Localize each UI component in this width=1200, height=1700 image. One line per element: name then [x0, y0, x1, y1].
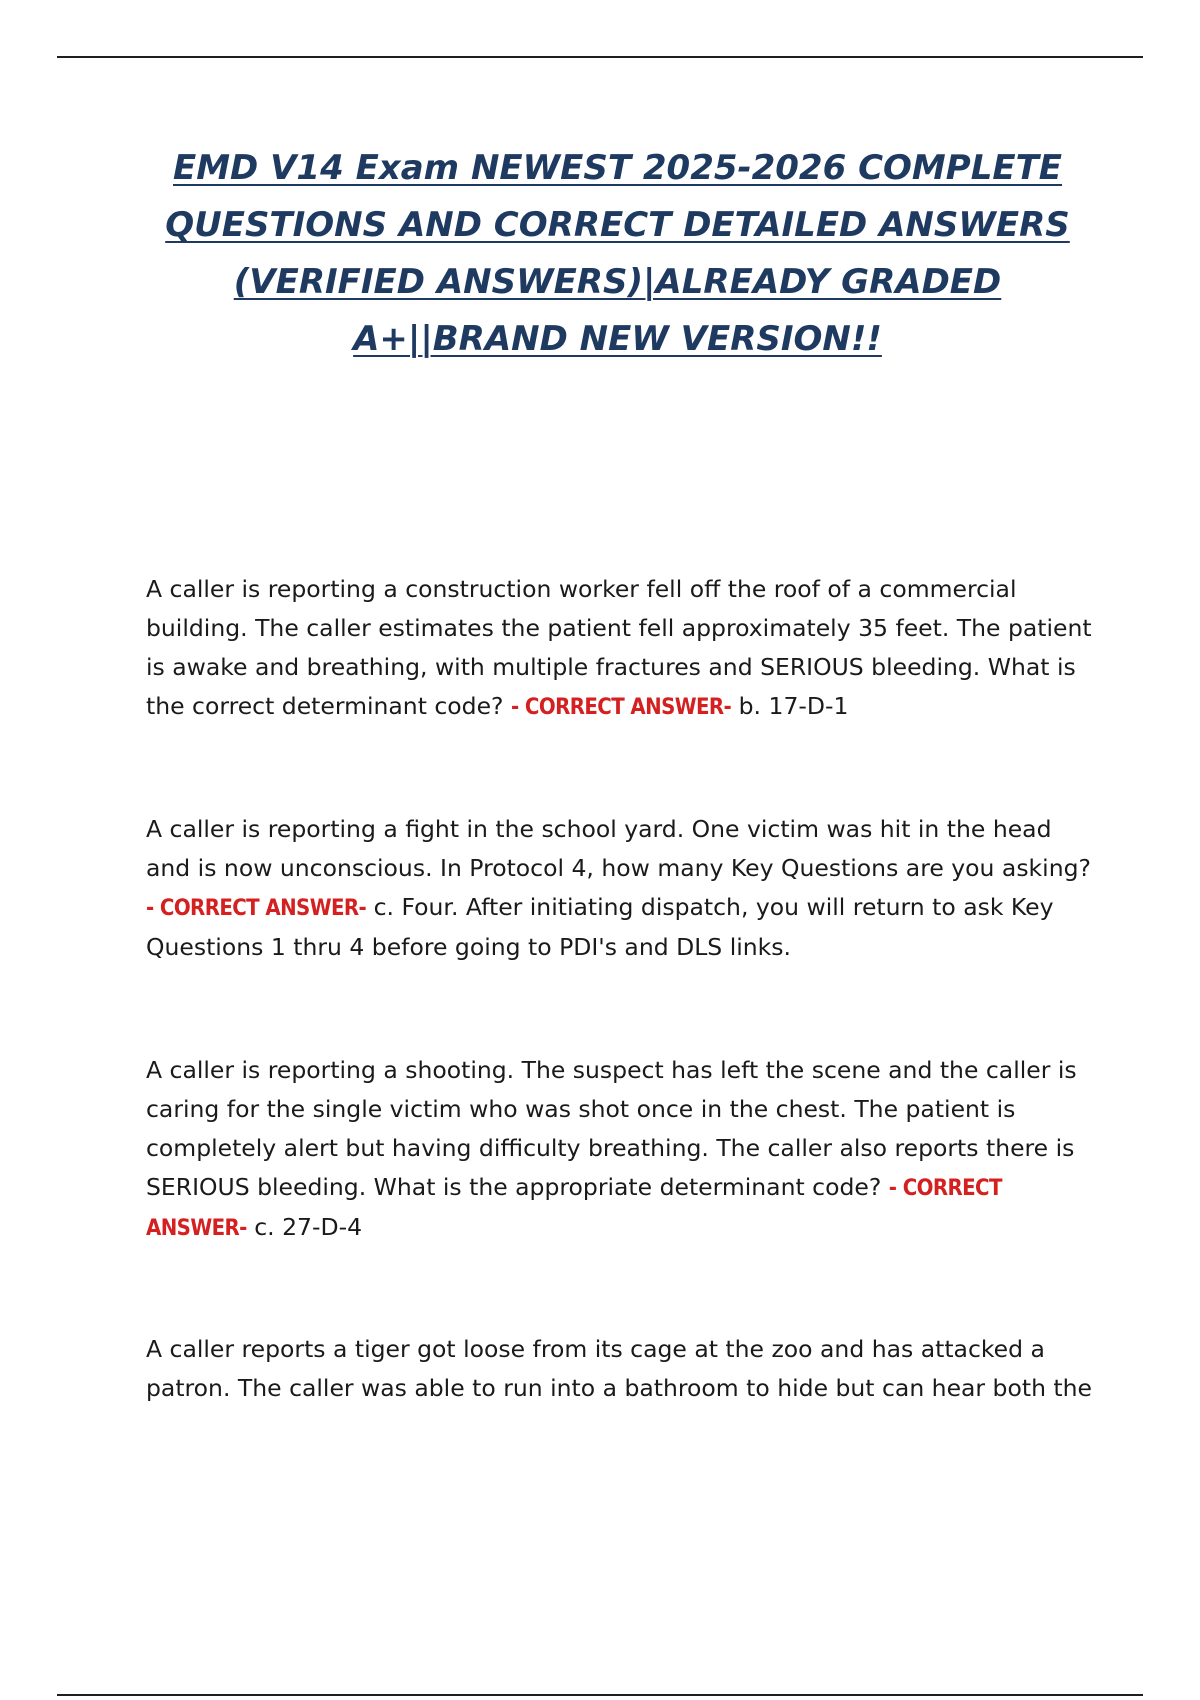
question-text: A caller reports a tiger got loose from its cage at the zoo and has attacked a patron. The caller was able to run into a bathroom to hide but can hear both the [146, 1335, 1093, 1402]
answer-text: c. 27-D-4 [254, 1213, 363, 1241]
answer-text: c. Four. After initiating dispatch, you will return to ask Key Questions 1 thru 4 before going to PDI's and DLS links. [146, 893, 1054, 961]
top-rule [57, 56, 1143, 58]
qa-item-4 [146, 1330, 1096, 1408]
question-text: A caller is reporting a fight in the school yard. One victim was hit in the head and is now unconscious. In Protocol 4, how many Key Questions are you asking? [146, 815, 1091, 882]
bottom-rule [57, 1694, 1143, 1696]
qa-item-2 [146, 810, 1096, 967]
question-text: A caller is reporting a shooting. The suspect has left the scene and the caller is caring for the single victim who was shot once in the chest. The patient is completely alert but having difficulty breathing. The caller also reports there is SERIOUS bleeding. What is the appropriate determinant code? [146, 1056, 1077, 1201]
document-title: EMD V14 Exam NEWEST 2025-2026 COMPLETE QUESTIONS AND CORRECT DETAILED ANSWERS (VERIFIED ANSWERS)|ALREADY GRADED A+||BRAND NEW VERSION!! [165, 148, 1070, 359]
correct-answer-marker: - CORRECT ANSWER- [146, 1176, 1002, 1241]
correct-answer-marker: - CORRECT ANSWER- [511, 695, 732, 720]
qa-item-3 [146, 1051, 1096, 1248]
answer-text: b. 17-D-1 [738, 692, 849, 720]
correct-answer-marker: - CORRECT ANSWER- [146, 896, 367, 921]
question-text: A caller is reporting a construction worker fell off the roof of a commercial building. The caller estimates the patient fell approximately 35 feet. The patient is awake and breathing, with multiple fractures and SERIOUS bleeding. What is the correct determinant code? [146, 575, 1092, 720]
qa-item-1 [146, 570, 1096, 727]
